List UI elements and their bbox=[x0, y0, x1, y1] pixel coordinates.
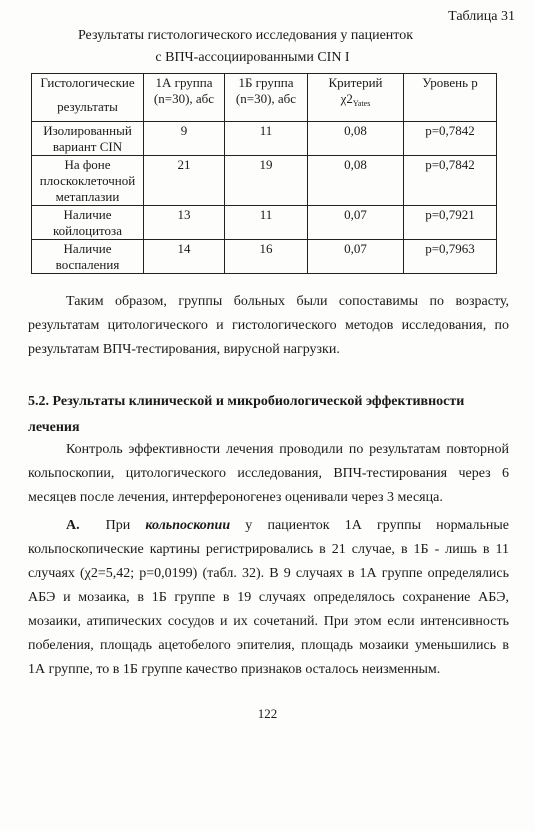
paragraph-body: у пациенток 1А группы нормальные кольпоскопические картины регистрировались в 21 случае, в 1Б - лишь в 11 случаях (χ2=5,42; p=0,0199) (табл. 32). В 9 случаях в 1А группе определялись АБЭ и мозаика, в 1Б группе в 19 случаях определялось сохранение АБЭ, мозаики, атипических сосудов и их сочетаний. При этом если интенсивность побеления, площадь ацетобелого эпителия, площадь мозаики уменьшились в 1А группе, то в 1Б группе качество признаков осталось неизменным. bbox=[28, 518, 509, 677]
page-number: 122 bbox=[257, 706, 278, 721]
table-row bbox=[32, 122, 497, 156]
cell-group-1b: 11 bbox=[225, 206, 308, 240]
header-histology-results bbox=[32, 74, 144, 122]
header-col4-line1: Критерий bbox=[328, 75, 383, 90]
cell-p-value: p=0,7842 bbox=[404, 122, 497, 156]
header-col1-line1: Гистологические bbox=[40, 75, 135, 90]
cell-p-value: p=0,7963 bbox=[404, 240, 497, 274]
table-row bbox=[32, 240, 497, 274]
cell-group-1a: 9 bbox=[144, 122, 225, 156]
cell-group-1b: 16 bbox=[225, 240, 308, 274]
header-col1-line2: результаты bbox=[57, 99, 118, 114]
cell-chi-square: 0,07 bbox=[308, 240, 404, 274]
paragraph-comparability: Таким образом, группы больных были сопоставимы по возрасту, результатам цитологического и гистологического методов исследования, по результатам ВПЧ-тестирования, вирусной нагрузки. bbox=[28, 294, 509, 357]
cell-group-1b: 19 bbox=[225, 156, 308, 206]
header-group-1b bbox=[225, 74, 308, 122]
header-p-level: Уровень р bbox=[404, 74, 497, 122]
cell-chi-square: 0,08 bbox=[308, 156, 404, 206]
paragraph-label: А. bbox=[66, 518, 80, 533]
cell-group-1a: 13 bbox=[144, 206, 225, 240]
header-criterion bbox=[308, 74, 404, 122]
table-row bbox=[32, 206, 497, 240]
table-header-row bbox=[32, 74, 497, 122]
cell-group-1a: 21 bbox=[144, 156, 225, 206]
cell-chi-square: 0,08 bbox=[308, 122, 404, 156]
cell-chi-square: 0,07 bbox=[308, 206, 404, 240]
row-label: Наличие воспаления bbox=[32, 240, 144, 274]
table-row bbox=[32, 156, 497, 206]
header-col2-line1: 1А группа bbox=[155, 75, 213, 90]
cell-p-value: p=0,7842 bbox=[404, 156, 497, 206]
header-col3-line1: 1Б группа bbox=[238, 75, 294, 90]
header-yates-subscript: Yates bbox=[352, 99, 371, 108]
paragraph-colposcopy bbox=[28, 514, 509, 682]
cell-p-value: p=0,7921 bbox=[404, 206, 497, 240]
row-label: Изолированный вариант CIN bbox=[32, 122, 144, 156]
section-heading: 5.2. Результаты клинической и микробиологической эффективности лечения bbox=[28, 394, 465, 435]
header-col2-line2: (n=30), абс bbox=[153, 91, 215, 106]
row-label: На фоне плоскоклеточной метаплазии bbox=[32, 156, 144, 206]
table-caption-line1: Результаты гистологического исследования у пациенток bbox=[77, 28, 414, 43]
paragraph-lead: При bbox=[105, 518, 146, 533]
cell-group-1a: 14 bbox=[144, 240, 225, 274]
header-chi-symbol: χ2 bbox=[340, 91, 353, 106]
histology-results-table bbox=[31, 73, 497, 274]
cell-group-1b: 11 bbox=[225, 122, 308, 156]
keyword-colposcopy: кольпоскопии bbox=[145, 518, 231, 533]
header-group-1a bbox=[144, 74, 225, 122]
table-number: Таблица 31 bbox=[448, 9, 515, 24]
row-label: Наличие койлоцитоза bbox=[32, 206, 144, 240]
table-caption-line2: с ВПЧ-ассоциированными CIN I bbox=[155, 50, 350, 65]
header-col3-line2: (n=30), абс bbox=[235, 91, 297, 106]
paragraph-treatment-control: Контроль эффективности лечения проводили по результатам повторной кольпоскопии, цитологического исследования, ВПЧ-тестирования через 6 месяцев после лечения, интерфероногенез оценивали через 3 месяца. bbox=[28, 442, 509, 505]
